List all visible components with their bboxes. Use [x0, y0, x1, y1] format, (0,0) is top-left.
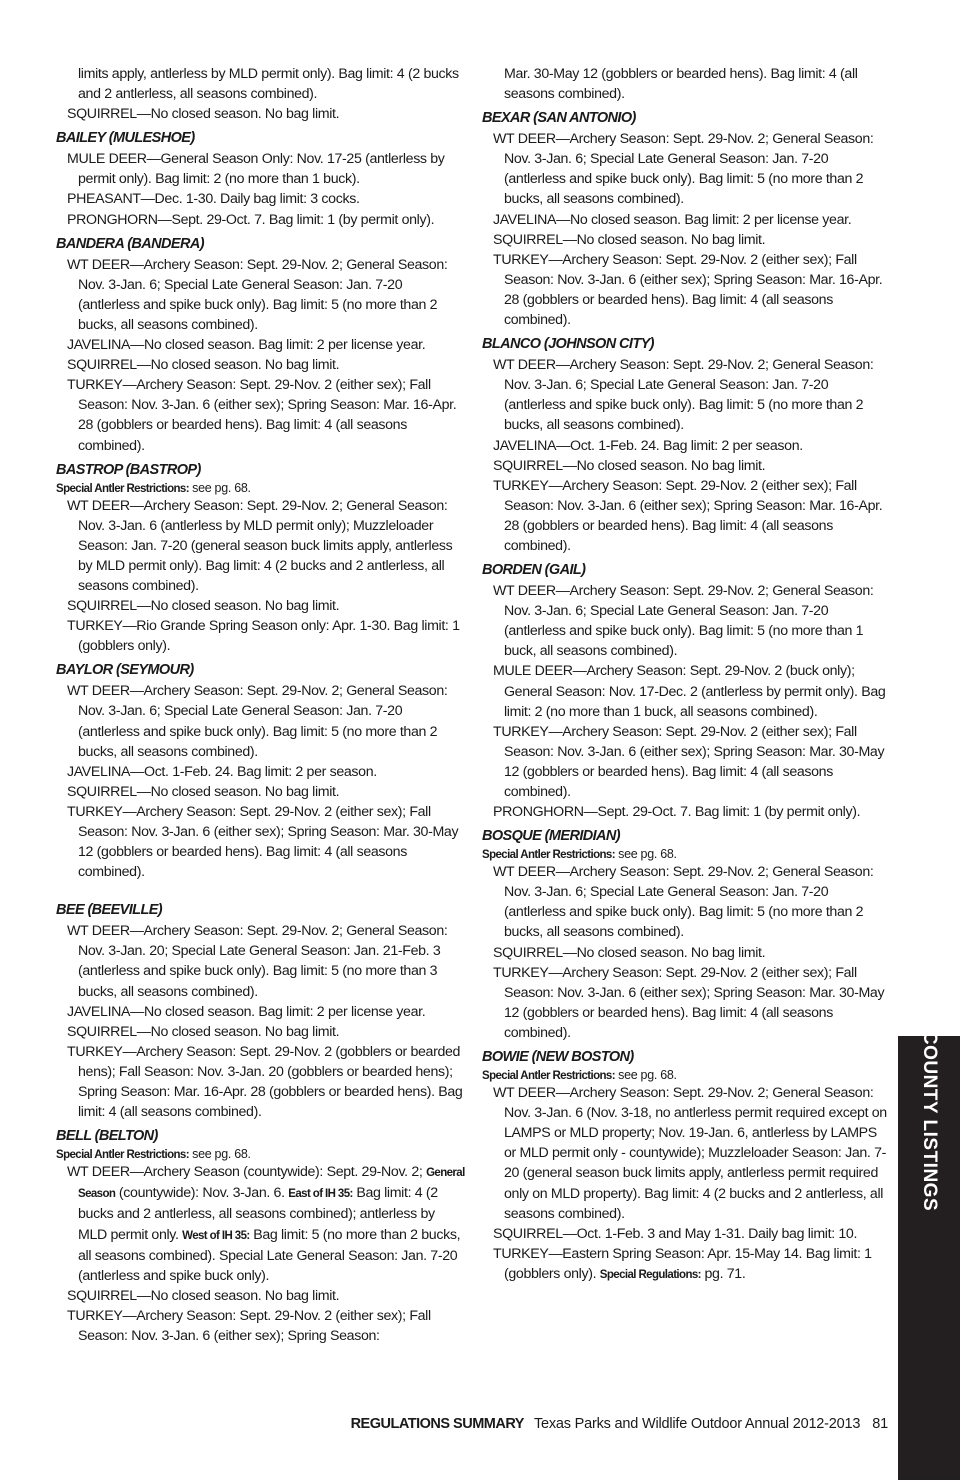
regulation-entry: TURKEY—Archery Season: Sept. 29-Nov. 2 (either sex); Fall Season: Nov. 3-Jan. 6 (either sex); Spring Season: Mar. 16-Apr. 28 (gobblers or bearded hens). Bag limit: 4 (all seasons combined). — [67, 377, 457, 454]
regulation-entry: TURKEY—Archery Season: Sept. 29-Nov. 2 (either sex); Fall Season: Nov. 3-Jan. 6 (either sex); Spring Season: — [67, 1307, 431, 1344]
regulation-entry: WT DEER—Archery Season: Sept. 29-Nov. 2; General Season: Nov. 3-Jan. 6; Special Late General Season: Jan. 7-20 (antlerless and spike buck only). Bag limit: 5 (no more than 2 bucks, all seasons combined). — [493, 864, 874, 941]
regulation-entry: MULE DEER—Archery Season: Sept. 29-Nov. 2 (buck only); General Season: Nov. 17-Dec. 2 (antlerless by permit only). Bag limit: 2 (no more than 1 buck, all seasons combined). — [493, 663, 886, 720]
regulation-entry — [56, 1162, 466, 1286]
regulation-entry: JAVELINA—No closed season. Bag limit: 2 per license year. — [67, 337, 426, 354]
regulation-entry: Mar. 30-May 12 (gobblers or bearded hens). Bag limit: 4 (all seasons combined). — [504, 66, 858, 103]
county-heading: BOSQUE (MERIDIAN) — [482, 828, 621, 845]
regulation-entry: SQUIRREL—No closed season. No bag limit. — [67, 1287, 340, 1304]
sar-text: see pg. 68. — [188, 1147, 251, 1162]
regulation-entry: SQUIRREL—No closed season. No bag limit. — [493, 457, 766, 474]
county-heading: BAYLOR (SEYMOUR) — [56, 662, 194, 679]
regulation-entry: TURKEY—Archery Season: Sept. 29-Nov. 2 (gobblers or bearded hens); Fall Season: Nov. 3-Jan. 20 (gobblers or bearded hens); Spring Season: Mar. 16-Apr. 28 (gobblers or bearded hens). Bag limit: 4 (all seasons combined). — [67, 1043, 463, 1121]
sar-text: see pg. 68. — [614, 847, 677, 862]
county-block — [482, 562, 890, 822]
regulation-entry: WT DEER—Archery Season: Sept. 29-Nov. 2; General Season: Nov. 3-Jan. 6; Special Late General Season: Jan. 7-20 (antlerless and spike buck only). Bag limit: 5 (no more than 2 bucks, all seasons combined). — [493, 131, 874, 208]
regulation-entry: WT DEER—Archery Season: Sept. 29-Nov. 2; General Season: Nov. 3-Jan. 6; Special Late General Season: Jan. 7-20 (antlerless and spike buck only). Bag limit: 5 (no more than 1 buck, all seasons combined). — [493, 583, 874, 660]
entry-text: (countywide): Nov. 3-Jan. 6. — [115, 1185, 289, 1202]
sar-label: Special Antler Restrictions: — [56, 1149, 189, 1162]
regulation-entry: WT DEER—Archery Season: Sept. 29-Nov. 2; General Season: Nov. 3-Jan. 6; Special Late General Season: Jan. 7-20 (antlerless and spike buck only). Bag limit: 5 (no more than 2 bucks, all seasons combined). — [67, 683, 448, 760]
regulation-entry: WT DEER—Archery Season: Sept. 29-Nov. 2; General Season: Nov. 3-Jan. 6 (antlerless by MLD permit only); Muzzleloader Season: Jan. 7-20 (general season buck limits apply, antlerless by MLD permit only). Bag limit: 4 (2 bucks and 2 antlerless, all seasons combined). — [67, 497, 453, 594]
inline-bold-label: West of IH 35: — [182, 1229, 250, 1242]
sar-label: Special Antler Restrictions: — [482, 1070, 615, 1083]
regulation-entry: SQUIRREL—No closed season. No bag limit. — [67, 1023, 340, 1040]
footer-section: REGULATIONS SUMMARY — [350, 1416, 524, 1432]
right-column — [482, 64, 890, 1289]
sar-label: Special Antler Restrictions: — [482, 849, 615, 862]
special-antler-restrictions — [56, 1147, 466, 1161]
regulation-entry: JAVELINA—No closed season. Bag limit: 2 per license year. — [493, 211, 852, 228]
sar-text: see pg. 68. — [188, 480, 251, 495]
county-block — [56, 130, 466, 229]
sar-text: see pg. 68. — [614, 1068, 677, 1083]
county-heading: BEXAR (SAN ANTONIO) — [482, 110, 636, 127]
county-heading: BLANCO (JOHNSON CITY) — [482, 336, 654, 353]
county-block — [482, 336, 890, 556]
regulation-entry: PRONGHORN—Sept. 29-Oct. 7. Bag limit: 1 (by permit only). — [493, 804, 861, 821]
regulation-entry: SQUIRREL—Oct. 1-Feb. 3 and May 1-31. Daily bag limit: 10. — [493, 1225, 858, 1242]
special-antler-restrictions — [56, 481, 466, 495]
inline-bold-label: General Season — [78, 1167, 465, 1201]
county-heading: BELL (BELTON) — [56, 1128, 158, 1145]
county-block — [482, 828, 890, 1043]
regulation-entry: PRONGHORN—Sept. 29-Oct. 7. Bag limit: 1 (by permit only). — [67, 211, 435, 228]
county-heading: BORDEN (GAIL) — [482, 562, 586, 579]
regulation-entry: WT DEER—Archery Season: Sept. 29-Nov. 2; General Season: Nov. 3-Jan. 20; Special Late General Season: Jan. 21-Feb. 3 (antlerless and spike buck only). Bag limit: 5 (no more than 3 bucks, all seasons combined). — [67, 923, 448, 1000]
page-number: 81 — [872, 1416, 888, 1432]
county-heading: BEE (BEEVILLE) — [56, 902, 163, 919]
entry-text: pg. 71. — [700, 1265, 746, 1282]
footer-publication: Texas Parks and Wildlife Outdoor Annual 2012-2013 — [533, 1416, 861, 1432]
regulation-entry: PHEASANT—Dec. 1-30. Daily bag limit: 3 cocks. — [67, 191, 360, 208]
entry-text: Bag limit: 5 (no more than 2 bucks, all seasons combined). Special Late General Season: Jan. 7-20 (antlerless and spike buck only). — [78, 1226, 461, 1284]
regulation-entry: JAVELINA—Oct. 1-Feb. 24. Bag limit: 2 per season. — [67, 763, 377, 780]
county-listings-tab — [898, 1030, 960, 1480]
regulation-entry: JAVELINA—Oct. 1-Feb. 24. Bag limit: 2 per season. — [493, 437, 803, 454]
inline-bold-label: Special Regulations: — [599, 1268, 701, 1281]
special-antler-restrictions — [482, 1068, 890, 1082]
page-footer — [351, 1416, 888, 1432]
entry-text: WT DEER—Archery Season (countywide): Sept. 29-Nov. 2; — [67, 1164, 427, 1181]
regulation-entry: TURKEY—Rio Grande Spring Season only: Apr. 1-30. Bag limit: 1 (gobblers only). — [67, 618, 460, 655]
county-block — [56, 462, 466, 657]
county-block — [56, 662, 466, 882]
entry-text: TURKEY—Eastern Spring Season: Apr. 15-May 14. Bag limit: 1 (gobblers only). — [493, 1245, 872, 1282]
regulation-entry: TURKEY—Archery Season: Sept. 29-Nov. 2 (either sex); Fall Season: Nov. 3-Jan. 6 (either sex); Spring Season: Mar. 16-Apr. 28 (gobblers or bearded hens). Bag limit: 4 (all seasons combined). — [493, 477, 883, 554]
county-block — [56, 1128, 466, 1346]
regulation-entry — [482, 1244, 890, 1285]
regulation-entry: WT DEER—Archery Season: Sept. 29-Nov. 2; General Season: Nov. 3-Jan. 6; Special Late General Season: Jan. 7-20 (antlerless and spike buck only). Bag limit: 5 (no more than 2 bucks, all seasons combined). — [67, 256, 448, 333]
county-heading: BASTROP (BASTROP) — [56, 461, 201, 478]
entry-text: Bag limit: 4 (2 bucks and 2 antlerless, all seasons combined); antlerless by MLD permit only. — [78, 1185, 438, 1243]
tab-label: COUNTY LISTINGS — [919, 1030, 940, 1212]
county-heading: BOWIE (NEW BOSTON) — [482, 1049, 634, 1066]
county-block — [482, 64, 890, 104]
county-heading: BAILEY (MULESHOE) — [56, 130, 195, 147]
regulation-entry: JAVELINA—No closed season. Bag limit: 2 per license year. — [67, 1003, 426, 1020]
county-block — [482, 110, 890, 330]
inline-bold-label: East of IH 35: — [288, 1188, 353, 1201]
regulation-entry: MULE DEER—General Season Only: Nov. 17-25 (antlerless by permit only). Bag limit: 2 (no more than 1 buck). — [67, 151, 445, 188]
regulation-entry: SQUIRREL—No closed season. No bag limit. — [493, 231, 766, 248]
county-block — [56, 236, 466, 456]
county-block — [56, 64, 466, 124]
county-block — [482, 1049, 890, 1285]
regulation-entry: WT DEER—Archery Season: Sept. 29-Nov. 2; General Season: Nov. 3-Jan. 6 (Nov. 3-18, no antlerless permit required except on LAMPS or MLD property; Nov. 19-Jan. 6, antlerless by LAMPS or MLD permit only - countywide); Muzzleloader Season: Jan. 7-20 (general season buck limits apply, antlerless permit required only on MLD property). Bag limit: 4 (2 bucks and 2 antlerless, all seasons combined). — [493, 1085, 887, 1222]
regulation-entry: WT DEER—Archery Season: Sept. 29-Nov. 2; General Season: Nov. 3-Jan. 6; Special Late General Season: Jan. 7-20 (antlerless and spike buck only). Bag limit: 5 (no more than 2 bucks, all seasons combined). — [493, 357, 874, 434]
regulation-entry: TURKEY—Archery Season: Sept. 29-Nov. 2 (either sex); Fall Season: Nov. 3-Jan. 6 (either sex); Spring Season: Mar. 30-May 12 (gobblers or bearded hens). Bag limit: 4 (all seasons combined). — [493, 723, 885, 800]
county-heading: BANDERA (BANDERA) — [56, 235, 204, 252]
regulation-entry: SQUIRREL—No closed season. No bag limit. — [67, 598, 340, 615]
regulation-entry: TURKEY—Archery Season: Sept. 29-Nov. 2 (either sex); Fall Season: Nov. 3-Jan. 6 (either sex); Spring Season: Mar. 30-May 12 (gobblers or bearded hens). Bag limit: 4 (all seasons combined). — [67, 803, 459, 881]
regulation-entry: SQUIRREL—No closed season. No bag limit. — [493, 944, 766, 961]
regulation-entry: TURKEY—Archery Season: Sept. 29-Nov. 2 (either sex); Fall Season: Nov. 3-Jan. 6 (either sex); Spring Season: Mar. 16-Apr. 28 (gobblers or bearded hens). Bag limit: 4 (all seasons combined). — [493, 251, 883, 329]
regulation-entry: SQUIRREL—No closed season. No bag limit. — [67, 783, 340, 800]
regulation-entry: SQUIRREL—No closed season. No bag limit. — [67, 106, 340, 123]
regulation-entry: SQUIRREL—No closed season. No bag limit. — [67, 357, 340, 374]
county-block — [56, 902, 466, 1122]
left-column — [56, 64, 466, 1350]
special-antler-restrictions — [482, 847, 890, 861]
regulation-entry: limits apply, antlerless by MLD permit only). Bag limit: 4 (2 bucks and 2 antlerless, all seasons combined). — [78, 66, 459, 103]
sar-label: Special Antler Restrictions: — [56, 482, 189, 495]
regulation-entry: TURKEY—Archery Season: Sept. 29-Nov. 2 (either sex); Fall Season: Nov. 3-Jan. 6 (either sex); Spring Season: Mar. 30-May 12 (gobblers or bearded hens). Bag limit: 4 (all seasons combined). — [493, 964, 885, 1041]
